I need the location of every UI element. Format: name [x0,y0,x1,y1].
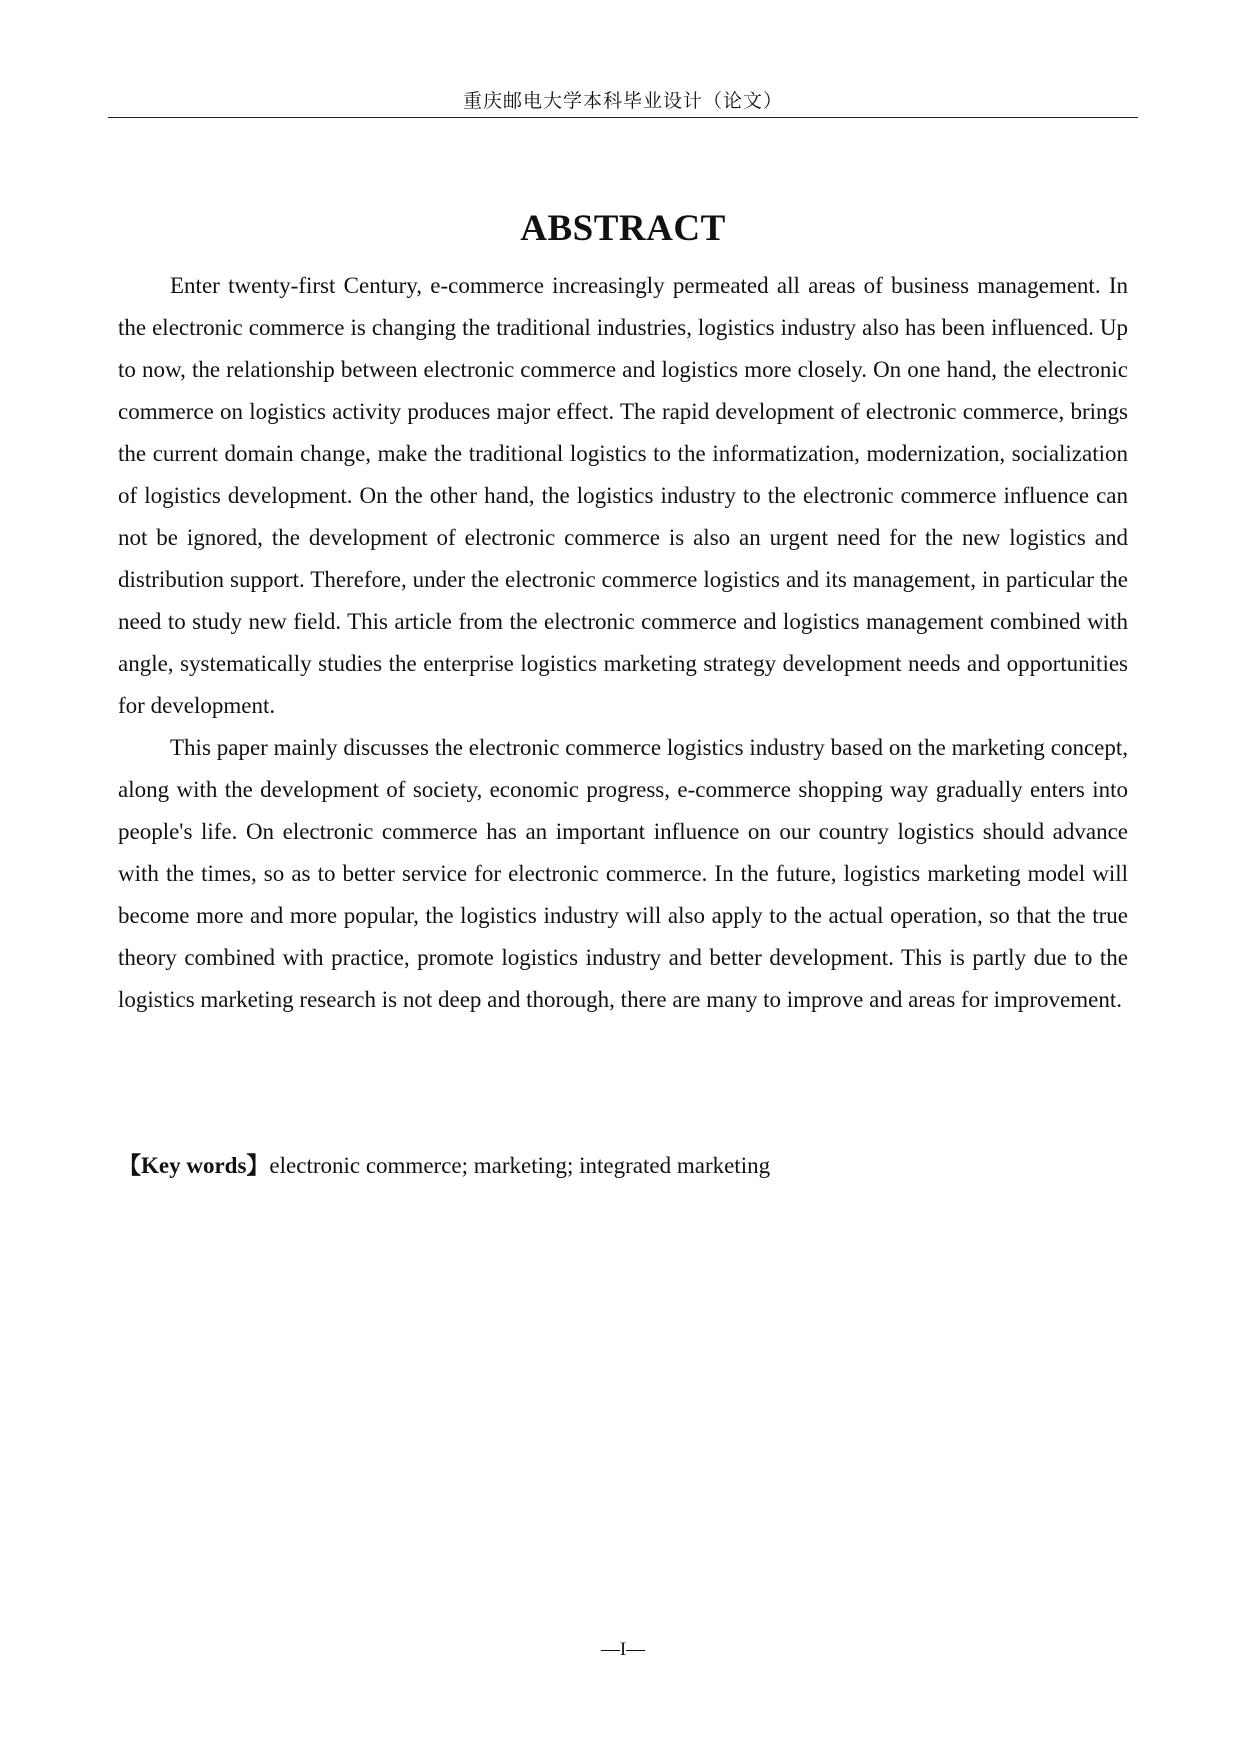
abstract-paragraph-1: Enter twenty-first Century, e-commerce increasingly permeated all areas of business management. In the electronic commerce is changing the traditional industries, logistics industry also has been influenced. Up to now, the relationship between electronic commerce and logistics more closely. On one hand, the electronic commerce on logistics activity produces major effect. The rapid development of electronic commerce, brings the current domain change, make the traditional logistics to the informatization, modernization, socialization of logistics development. On the other hand, the logistics industry to the electronic commerce influence can not be ignored, the development of electronic commerce is also an urgent need for the new logistics and distribution support. Therefore, under the electronic commerce logistics and its management, in particular the need to study new field. This article from the electronic commerce and logistics management combined with angle, systematically studies the enterprise logistics marketing strategy development needs and opportunities for development. [118,273,1128,718]
abstract-paragraph-2: This paper mainly discusses the electronic commerce logistics industry based on the marketing concept, along with the development of society, economic progress, e-commerce shopping way gradually enters into people's life. On electronic commerce has an important influence on our country logistics should advance with the times, so as to better service for electronic commerce. In the future, logistics marketing model will become more and more popular, the logistics industry will also apply to the actual operation, so that the true theory combined with practice, promote logistics industry and better development. This is partly due to the logistics marketing research is not deep and thorough, there are many to improve and areas for improvement. [118,735,1128,1012]
keywords-label: 【Key words】 [118,1153,270,1178]
abstract-title: ABSTRACT [520,208,726,249]
page-number: —I— [600,1639,646,1660]
keywords-text: electronic commerce; marketing; integrated marketing [269,1153,771,1178]
header-rule [108,117,1138,118]
abstract-body [118,265,1128,1021]
keywords-line [118,1145,1128,1187]
running-header: 重庆邮电大学本科毕业设计（论文） [462,90,783,112]
